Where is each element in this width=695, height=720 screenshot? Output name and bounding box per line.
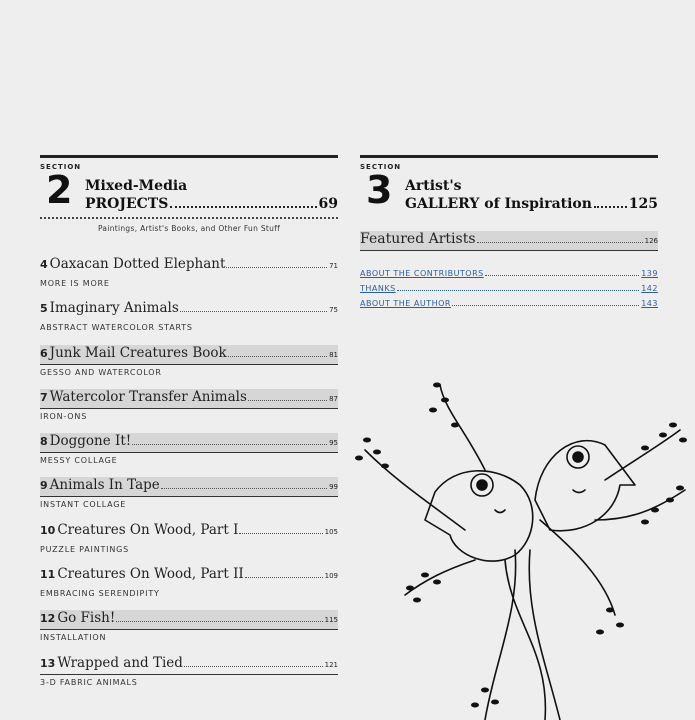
leader-dots <box>452 305 639 306</box>
entry-subtitle: ABSTRACT WATERCOLOR STARTS <box>40 323 193 333</box>
entry-subtitle: IRON-ONS <box>40 411 88 421</box>
entry-page: 95 <box>329 439 338 448</box>
leader-dots <box>248 400 327 401</box>
section-3-column <box>360 155 658 314</box>
section-rule <box>40 155 338 158</box>
entry-title[interactable]: Watercolor Transfer Animals <box>49 388 247 405</box>
leader-dots <box>161 488 327 489</box>
entry-number: 11 <box>40 568 56 582</box>
section-rule <box>360 155 658 158</box>
entry-number: 12 <box>40 612 56 626</box>
contributors-link[interactable] <box>360 269 658 284</box>
toc-entry[interactable] <box>40 256 338 300</box>
section-subtitle: Paintings, Artist's Books, and Other Fun Stuff <box>40 217 338 233</box>
entry-page: 81 <box>329 350 338 359</box>
section-3-heading <box>360 168 658 213</box>
back-matter-links <box>360 269 658 314</box>
entry-number: 9 <box>40 479 48 493</box>
leader-dots <box>226 267 327 268</box>
entry-subtitle: EMBRACING SERENDIPITY <box>40 589 160 599</box>
entry-subtitle: INSTALLATION <box>40 633 107 643</box>
entry-subtitle: 3-D FABRIC ANIMALS <box>40 677 138 687</box>
link-page[interactable]: 142 <box>641 284 658 293</box>
link-page[interactable]: 143 <box>641 299 658 308</box>
leader-dots <box>180 311 327 312</box>
entry-number: 6 <box>40 346 48 360</box>
toc-entry[interactable] <box>40 477 338 521</box>
entry-number: 7 <box>40 390 48 404</box>
entry-subtitle: MORE IS MORE <box>40 279 110 288</box>
toc-entry[interactable] <box>40 522 338 566</box>
section-title-line1: Mixed-Media <box>85 178 188 194</box>
leader-dots <box>485 275 639 276</box>
toc-entry[interactable] <box>40 655 338 699</box>
entry-page: 71 <box>329 262 338 270</box>
section-page: 69 <box>318 196 338 212</box>
entry-page: 99 <box>329 483 338 492</box>
leader-dots <box>170 206 316 208</box>
section-label: SECTION <box>40 163 82 171</box>
entry-title[interactable]: Creatures On Wood, Part I <box>57 521 239 538</box>
leader-dots <box>228 356 327 357</box>
entry-title[interactable]: Doggone It! <box>49 433 132 450</box>
section-title[interactable] <box>405 177 658 213</box>
entry-page: 109 <box>324 572 338 581</box>
link-page[interactable]: 139 <box>641 269 658 278</box>
entry-title[interactable]: Oaxacan Dotted Elephant <box>49 256 226 272</box>
bird-illustration <box>345 370 695 720</box>
toc-entry[interactable] <box>40 300 338 344</box>
section-title[interactable] <box>85 177 338 213</box>
entry-number: 8 <box>40 435 48 449</box>
section-page: 125 <box>628 196 658 212</box>
entry-title[interactable]: Creatures On Wood, Part II <box>57 566 244 583</box>
entry-number: 13 <box>40 656 56 670</box>
section-title-line2: GALLERY of Inspiration <box>405 196 592 212</box>
leader-dots <box>184 666 323 667</box>
entry-title[interactable]: Imaginary Animals <box>49 300 179 317</box>
entry-title[interactable]: Animals In Tape <box>49 477 160 494</box>
leader-dots <box>116 621 322 622</box>
entry-title[interactable]: Go Fish! <box>57 610 116 627</box>
section-title-line2: PROJECTS <box>85 196 169 212</box>
entry-page: 75 <box>329 306 338 315</box>
entry-page: 121 <box>324 660 338 669</box>
toc-entry[interactable] <box>40 389 338 433</box>
toc-entry[interactable] <box>40 566 338 610</box>
link-label[interactable]: ABOUT THE CONTRIBUTORS <box>360 269 484 278</box>
about-author-link[interactable] <box>360 299 658 314</box>
toc-entry[interactable] <box>40 610 338 654</box>
leader-dots <box>397 290 640 291</box>
entry-title: Featured Artists <box>360 231 476 247</box>
leader-dots <box>594 206 627 208</box>
entry-page: 126 <box>644 237 658 245</box>
entry-title[interactable]: Wrapped and Tied <box>57 654 183 671</box>
entry-page: 115 <box>324 616 338 625</box>
featured-artists-link[interactable] <box>360 231 658 251</box>
entry-subtitle: MESSY COLLAGE <box>40 456 118 466</box>
thanks-link[interactable] <box>360 284 658 299</box>
entry-title[interactable]: Junk Mail Creatures Book <box>49 344 227 361</box>
entry-number: 10 <box>40 523 56 537</box>
entry-page: 105 <box>324 527 338 536</box>
entry-subtitle: PUZZLE PAINTINGS <box>40 544 129 554</box>
section-number: 3 <box>366 168 393 212</box>
section-2-heading <box>40 168 338 213</box>
leader-dots <box>239 533 322 534</box>
section-label: SECTION <box>360 163 402 171</box>
section-number: 2 <box>46 168 73 212</box>
section-2-column <box>40 155 338 699</box>
entry-subtitle: GESSO AND WATERCOLOR <box>40 367 162 377</box>
entry-number: 4 <box>40 258 48 271</box>
toc-entry[interactable] <box>40 433 338 477</box>
toc-entry[interactable] <box>40 345 338 389</box>
link-label[interactable]: THANKS <box>360 284 396 293</box>
leader-dots <box>477 242 643 243</box>
leader-dots <box>132 444 327 445</box>
link-label[interactable]: ABOUT THE AUTHOR <box>360 299 451 308</box>
section-title-line1: Artist's <box>405 178 462 194</box>
entry-page: 87 <box>329 394 338 403</box>
toc-list <box>40 256 338 699</box>
entry-number: 5 <box>40 302 48 316</box>
leader-dots <box>245 577 323 578</box>
entry-subtitle: INSTANT COLLAGE <box>40 500 127 510</box>
